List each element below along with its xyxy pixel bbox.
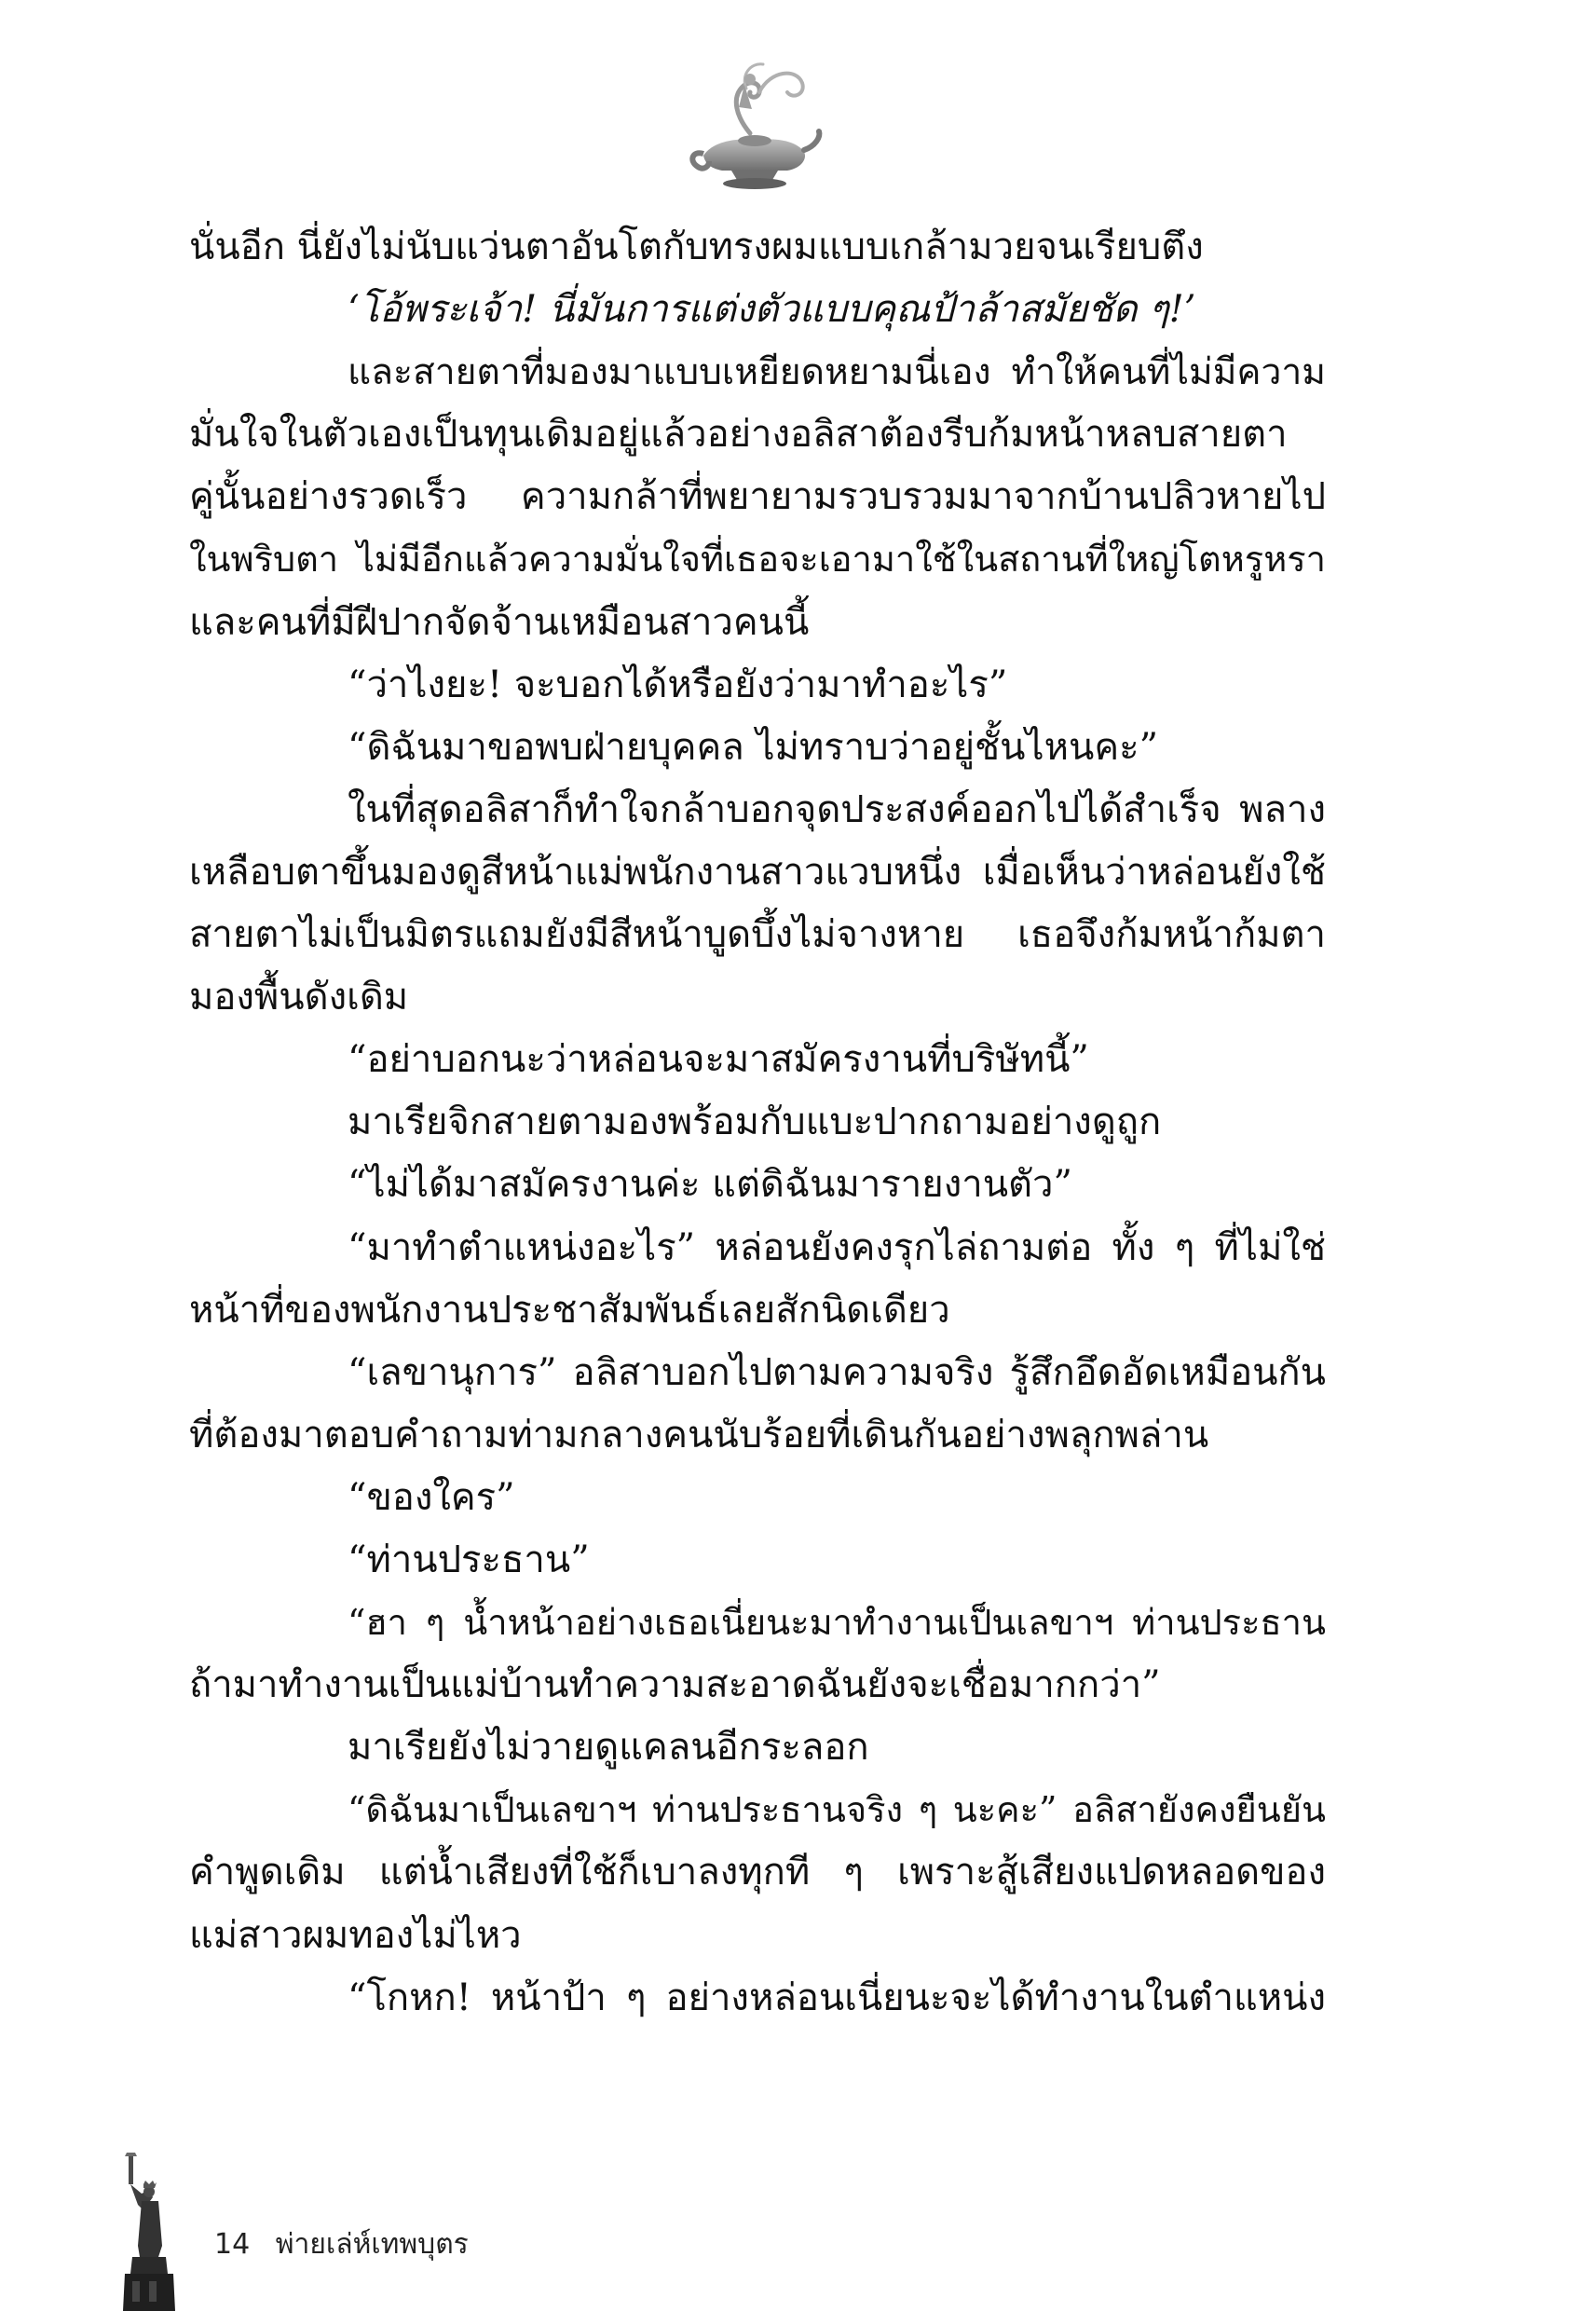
text-line: นั่นอีก นี่ยังไม่นับแว่นตาอันโตกับทรงผมแบบเกล้ามวยจนเรียบตึง — [189, 226, 1204, 268]
page-footer — [214, 2222, 485, 2266]
text-line: ถ้ามาทำงานเป็นแม่บ้านทำความสะอาดฉันยังจะเชื่อมากกว่า” — [189, 1663, 1161, 1707]
text-line: ในที่สุดอลิสาก็ทำใจกล้าบอกจุดประสงค์ออกไปได้สำเร็จ พลาง — [348, 787, 1326, 831]
text-line: “ดิฉันมาเป็นเลขาฯ ท่านประธานจริง ๆ นะคะ” อลิสายังคงยืนยัน — [348, 1789, 1326, 1831]
genie-lamp-ornament-icon — [685, 51, 825, 200]
text-line: และสายตาที่มองมาแบบเหยียดหยามนี่เอง ทำให้คนที่ไม่มีความ — [348, 351, 1326, 394]
text-line: “เลขานุการ” อลิสาบอกไปตามความจริง รู้สึกอึดอัดเหมือนกัน — [348, 1350, 1326, 1394]
text-line: “ฮา ๆ น้ำหน้าอย่างเธอเนี่ยนะมาทำงานเป็นเลขาฯ ท่านประธาน — [348, 1602, 1326, 1644]
text-line: ในพริบตา ไม่มีอีกแล้วความมั่นใจที่เธอจะเอามาใช้ในสถานที่ใหญ่โตหรูหรา — [189, 539, 1326, 581]
text-line: หน้าที่ของพนักงานประชาสัมพันธ์เลยสักนิดเดียว — [189, 1288, 950, 1332]
text-line: “มาทำตำแหน่งอะไร” หล่อนยังคงรุกไล่ถามต่อ ทั้ง ๆ ที่ไม่ใช่ — [348, 1225, 1326, 1269]
text-line: มาเรียยังไม่วายดูแคลนอีกระลอก — [348, 1726, 869, 1770]
text-line: มั่นใจในตัวเองเป็นทุนเดิมอยู่แล้วอย่างอลิสาต้องรีบก้มหน้าหลบสายตา — [189, 413, 1288, 457]
page-number: 14 — [214, 2228, 251, 2261]
text-line: สายตาไม่เป็นมิตรแถมยังมีสีหน้าบูดบึ้งไม่จางหาย เธอจึงก้มหน้าก้มตา — [189, 913, 1326, 957]
text-line: คู่นั้นอย่างรวดเร็ว ความกล้าที่พยายามรวบรวมมาจากบ้านปลิวหายไป — [189, 475, 1326, 519]
text-line: ‘โอ้พระเจ้า! นี่มันการแต่งตัวแบบคุณป้าล้าสมัยชัด ๆ!’ — [348, 288, 1196, 332]
text-line: “ว่าไงยะ! จะบอกได้หรือยังว่ามาทำอะไร” — [348, 663, 1008, 706]
text-line: มองพื้นดังเดิม — [189, 976, 409, 1019]
text-line: “ของใคร” — [348, 1475, 515, 1519]
body-text — [189, 216, 1326, 2030]
book-title: พ่ายเล่ห์เทพบุตร — [275, 2228, 469, 2261]
text-line: คำพูดเดิม แต่น้ำเสียงที่ใช้ก็เบาลงทุกที ๆ เพราะสู้เสียงแปดหลอดของ — [189, 1851, 1326, 1894]
text-line: “โกหก! หน้าป้า ๆ อย่างหล่อนเนี่ยนะจะได้ทำงานในตำแหน่ง — [348, 1976, 1326, 2019]
text-line: “ท่านประธาน” — [348, 1538, 590, 1581]
text-line: แม่สาวผมทองไม่ไหว — [189, 1913, 522, 1957]
text-line: เหลือบตาขึ้นมองดูสีหน้าแม่พนักงานสาวแวบหนึ่ง เมื่อเห็นว่าหล่อนยังใช้ — [189, 850, 1326, 894]
text-line: และคนที่มีฝีปากจัดจ้านเหมือนสาวคนนี้ — [189, 600, 810, 644]
text-line: “ไม่ได้มาสมัครงานค่ะ แต่ดิฉันมารายงานตัว” — [348, 1163, 1072, 1207]
text-line: “ดิฉันมาขอพบฝ่ายบุคคล ไม่ทราบว่าอยู่ชั้นไหนคะ” — [348, 725, 1159, 769]
text-line: ที่ต้องมาตอบคำถามท่ามกลางคนนับร้อยที่เดินกันอย่างพลุกพล่าน — [189, 1413, 1209, 1456]
statue-of-liberty-icon — [112, 2153, 177, 2311]
text-line: มาเรียจิกสายตามองพร้อมกับแบะปากถามอย่างดูถูก — [348, 1101, 1162, 1144]
text-line: “อย่าบอกนะว่าหล่อนจะมาสมัครงานที่บริษัทนี้” — [348, 1038, 1089, 1082]
